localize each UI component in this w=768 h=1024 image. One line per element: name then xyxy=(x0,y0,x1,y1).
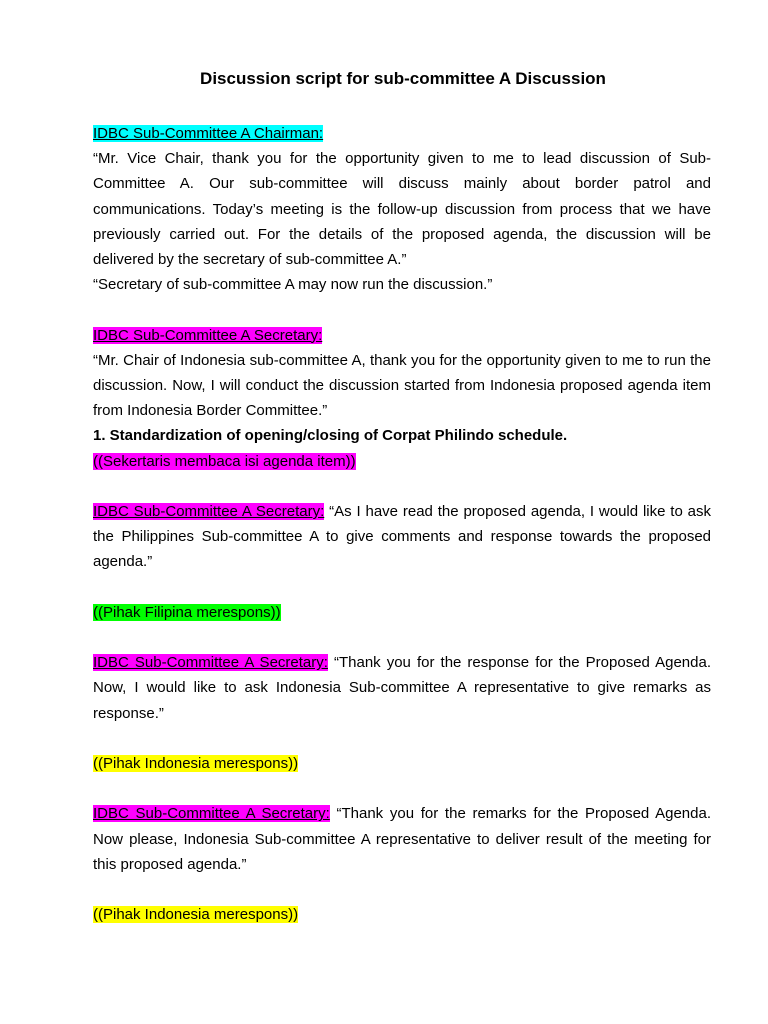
secretary-label: IDBC Sub-Committee A Secretary: xyxy=(93,503,325,521)
secretary-heading xyxy=(93,323,711,348)
secretary-label: IDBC Sub-Committee A Secretary: xyxy=(93,326,323,344)
indonesia-note-line xyxy=(93,751,711,776)
indonesia-responds-note: ((Pihak Indonesia merespons)) xyxy=(93,906,299,924)
secretary-speech-text: “As I have read the proposed agenda, I would like to ask the Philippines Sub-committee A to give comments and response towards the proposed agenda.” xyxy=(93,503,712,571)
secretary-speech-philippines xyxy=(93,499,711,575)
document-body xyxy=(93,121,711,927)
secretary-label: IDBC Sub-Committee A Secretary: xyxy=(93,805,330,823)
secretary-speech-indonesia-result xyxy=(93,801,711,877)
secretary-reads-note-line xyxy=(93,449,711,474)
paragraph-spacer xyxy=(93,474,711,499)
paragraph-spacer xyxy=(93,877,711,902)
philippines-responds-note: ((Pihak Filipina merespons)) xyxy=(93,603,281,621)
chairman-heading xyxy=(93,121,711,146)
secretary-speech-text: “Thank you for the response for the Proposed Agenda. Now, I would like to ask Indonesia Sub-committee A representative to give remarks as response.” xyxy=(93,654,711,722)
indonesia-responds-note: ((Pihak Indonesia merespons)) xyxy=(93,755,299,772)
chairman-speech: “Mr. Vice Chair, thank you for the opportunity given to me to lead discussion of Sub-Committee A. Our sub-committee will discuss mainly about border patrol and communications. Today’s meeting is the follow-up discussion from process that we have previously carried out. For the details of the proposed agenda, the discussion will be delivered by the secretary of sub-committee A.” xyxy=(93,150,711,269)
secretary-speech-text: “Thank you for the remarks for the Proposed Agenda. Now please, Indonesia Sub-committee A representative to deliver result of the meeting for this proposed agenda.” xyxy=(93,805,712,873)
chairman-label: IDBC Sub-Committee A Chairman: xyxy=(93,125,324,142)
document-title: Discussion script for sub-committee A Discussion xyxy=(200,69,606,88)
secretary-reads-note: ((Sekertaris membaca isi agenda item)) xyxy=(93,452,356,470)
paragraph-spacer xyxy=(93,625,711,650)
paragraph-spacer xyxy=(93,575,711,600)
indonesia-note-line xyxy=(93,902,711,927)
secretary-label: IDBC Sub-Committee A Secretary: xyxy=(93,654,328,672)
paragraph-spacer xyxy=(93,776,711,801)
paragraph-spacer xyxy=(93,726,711,751)
philippines-note-line xyxy=(93,600,711,625)
agenda-item: 1. Standardization of opening/closing of Corpat Philindo schedule. xyxy=(93,427,568,445)
paragraph-spacer xyxy=(93,297,711,322)
chairman-speech-handover: “Secretary of sub-committee A may now run the discussion.” xyxy=(93,276,493,294)
secretary-speech-indonesia-remarks xyxy=(93,650,711,726)
secretary-speech-opening: “Mr. Chair of Indonesia sub-committee A, thank you for the opportunity given to me to run the discussion. Now, I will conduct the discussion started from Indonesia proposed agenda item from Indonesia Border Committee.” xyxy=(93,351,711,420)
